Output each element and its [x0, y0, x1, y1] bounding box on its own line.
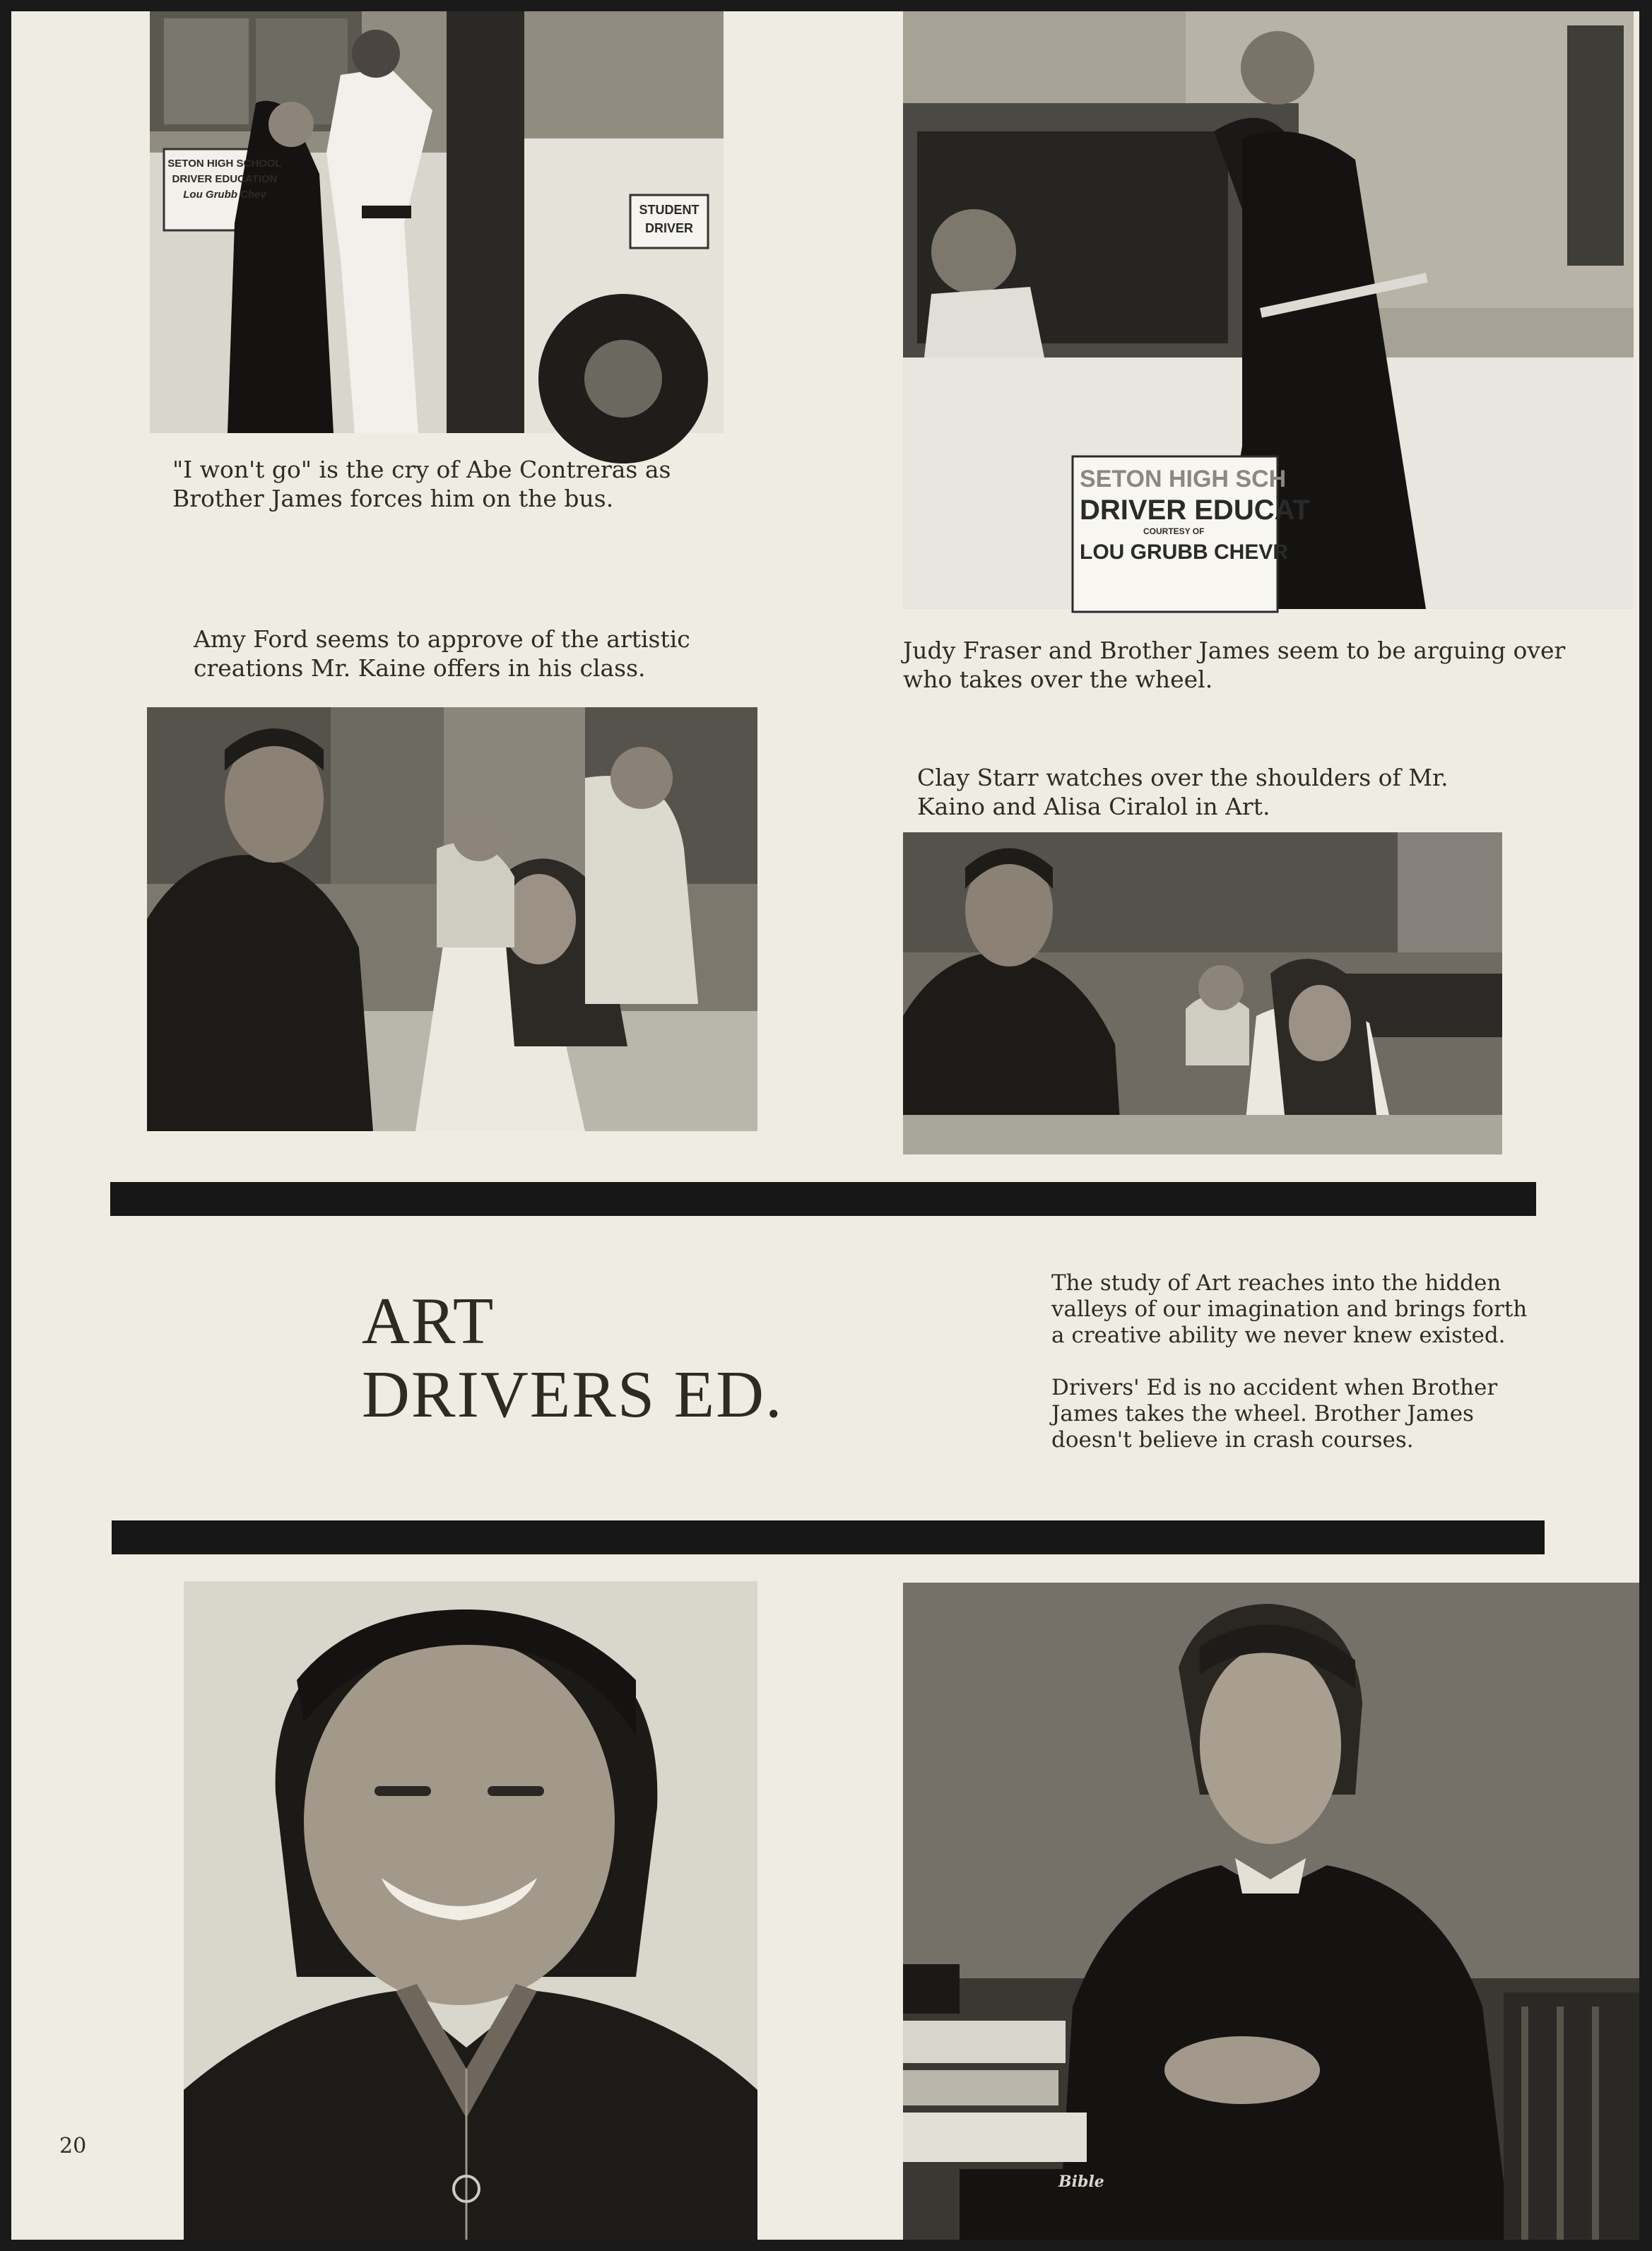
section-title-line1: ART	[362, 1284, 495, 1358]
section-paragraph-drivers-ed: Drivers' Ed is no accident when Brother James takes the wheel. Brother James doesn't believe in crash courses.	[1051, 1375, 1498, 1453]
car-sign-driver-ed: DRIVER EDUCAT	[1080, 495, 1310, 526]
bus-sign-driver-ed: DRIVER EDUCATION	[172, 173, 278, 185]
photo-bus	[150, 11, 724, 433]
bus-sign	[167, 156, 283, 203]
photo-portrait-brother-james	[903, 1583, 1639, 2240]
section-paragraph-art: The study of Art reaches into the hidden valleys of our imagination and brings forth a creative ability we never knew existed.	[1051, 1270, 1528, 1348]
student-driver-sign	[632, 201, 707, 237]
car-sign-school: SETON HIGH SCH	[1080, 466, 1287, 492]
car-sign-courtesy: COURTESY OF	[1143, 526, 1205, 536]
caption-car: Judy Fraser and Brother James seem to be arguing over who takes over the wheel.	[903, 637, 1566, 693]
bus-sign-school: SETON HIGH SCHOOL	[167, 158, 282, 170]
page-number: 20	[59, 2134, 87, 2158]
divider-bar-top	[110, 1182, 1536, 1216]
caption-bus: "I won't go" is the cry of Abe Contreras as Brother James forces him on the bus.	[172, 456, 671, 512]
book-spine-label: Bible	[1058, 2173, 1104, 2191]
car-sign	[1080, 463, 1310, 568]
divider-bar-bottom	[112, 1520, 1545, 1554]
car-sign-sponsor: LOU GRUBB CHEVR	[1080, 540, 1289, 564]
section-description	[1051, 1270, 1546, 1479]
section-title-line2: DRIVERS ED.	[362, 1358, 784, 1431]
caption-amy: Amy Ford seems to approve of the artistic creations Mr. Kaine offers in his class.	[194, 625, 690, 682]
photo-car	[903, 11, 1634, 609]
photo-art-class-2	[903, 832, 1502, 1154]
photo-art-class-1	[147, 707, 757, 1131]
student-driver-line1: STUDENT	[639, 203, 700, 217]
yearbook-page	[11, 11, 1639, 2240]
bus-sign-sponsor: Lou Grubb Chev	[183, 189, 266, 201]
photo-portrait-art-teacher	[184, 1581, 757, 2240]
section-title	[362, 1284, 998, 1431]
student-driver-line2: DRIVER	[644, 221, 693, 235]
caption-clay: Clay Starr watches over the shoulders of Mr. Kaino and Alisa Ciralol in Art.	[917, 764, 1449, 820]
